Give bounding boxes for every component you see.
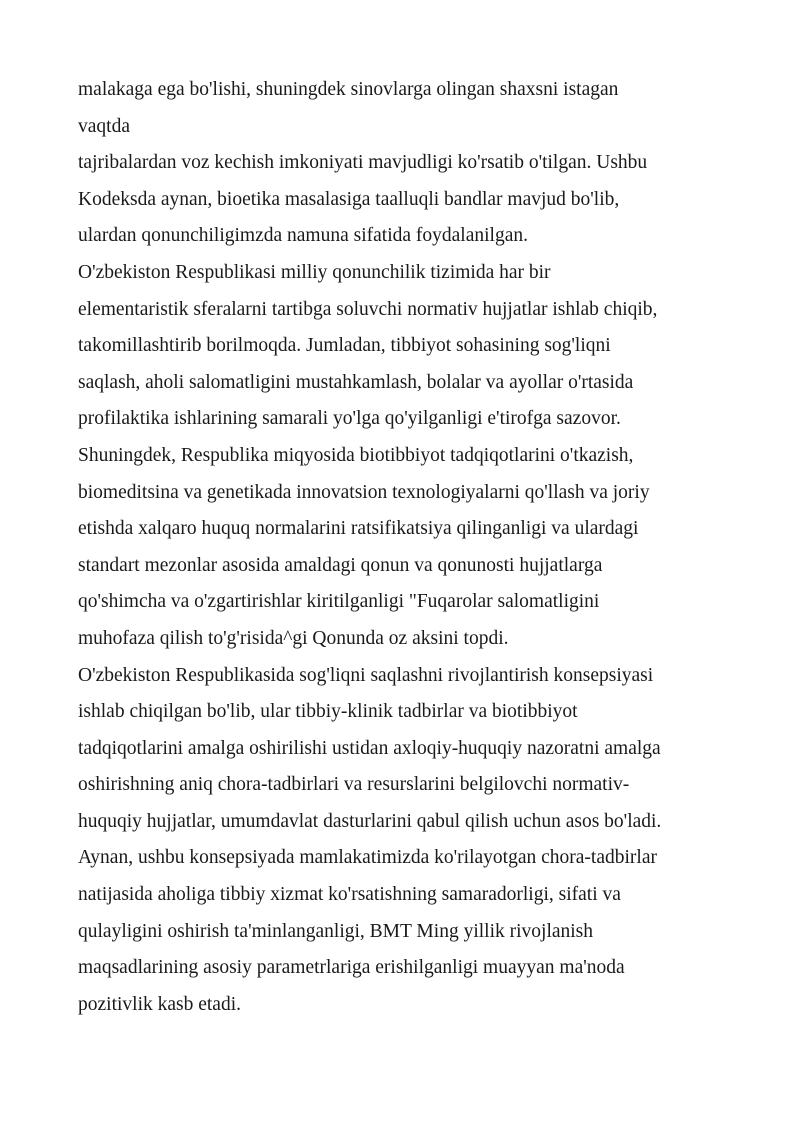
text-line: ulardan qonunchiligimzda namuna sifatida foydalanilgan. [78,225,528,247]
text-line: ishlab chiqilgan bo'lib, ular tibbiy-klinik tadbirlar va biotibbiyot [78,701,578,723]
text-line: tajribalardan voz kechish imkoniyati mavjudligi ko'rsatib o'tilgan. Ushbu [78,152,648,174]
text-line: Aynan, ushbu konsepsiyada mamlakatimizda ko'rilayotgan chora-tadbirlar [78,847,657,869]
text-line: qulayligini oshirish ta'minlanganligi, BMT Ming yillik rivojlanish [78,920,594,942]
text-line: etishda xalqaro huquq normalarini ratsifikatsiya qilinganligi va ulardagi [78,518,639,540]
text-line: pozitivlik kasb etadi. [78,993,242,1015]
text-line: O'zbekiston Respublikasida sog'liqni saqlashni rivojlantirish konsepsiyasi [78,664,654,686]
text-line: malakaga ega bo'lishi, shuningdek sinovlarga olingan shaxsni istagan [78,79,619,100]
text-line: vaqtda [78,115,130,137]
text-line: qo'shimcha va o'zgartirishlar kiritilganligi "Fuqarolar salomatligini [78,591,600,613]
text-line: natijasida aholiga tibbiy xizmat ko'rsatishning samaradorligi, sifati va [78,884,621,906]
text-line: O'zbekiston Respublikasi milliy qonunchilik tizimida har bir [78,261,551,283]
text-line: muhofaza qilish to'g'risida^gi Qonunda oz aksini topdi. [78,627,509,649]
text-line: oshirishning aniq chora-tadbirlari va resurslarini belgilovchi normativ- [78,774,630,796]
text-line: takomillashtirib borilmoqda. Jumladan, tibbiyot sohasining sog'liqni [78,335,611,357]
text-line: tadqiqotlarini amalga oshirilishi ustidan axloqiy-huquqiy nazoratni amalga [78,737,661,759]
text-line: maqsadlarining asosiy parametrlariga erishilganligi muayyan ma'noda [78,957,625,979]
document-page [78,72,738,1023]
text-line: standart mezonlar asosida amaldagi qonun va qonunosti hujjatlarga [78,554,603,576]
text-line: elementaristik sferalarni tartibga soluvchi normativ hujjatlar ishlab chiqib, [78,298,658,320]
text-line: Shuningdek, Respublika miqyosida biotibbiyot tadqiqotlarini o'tkazish, [78,444,634,466]
text-line: Kodeksda aynan, bioetika masalasiga taalluqli bandlar mavjud bo'lib, [78,188,620,210]
text-line: biomeditsina va genetikada innovatsion texnologiyalarni qo'llash va joriy [78,481,650,503]
text-line: huquqiy hujjatlar, umumdavlat dasturlarini qabul qilish uchun asos bo'ladi. [78,810,662,832]
text-line: profilaktika ishlarining samarali yo'lga qo'yilganligi e'tirofga sazovor. [78,408,621,430]
text-line: saqlash, aholi salomatligini mustahkamlash, bolalar va ayollar o'rtasida [78,371,634,393]
